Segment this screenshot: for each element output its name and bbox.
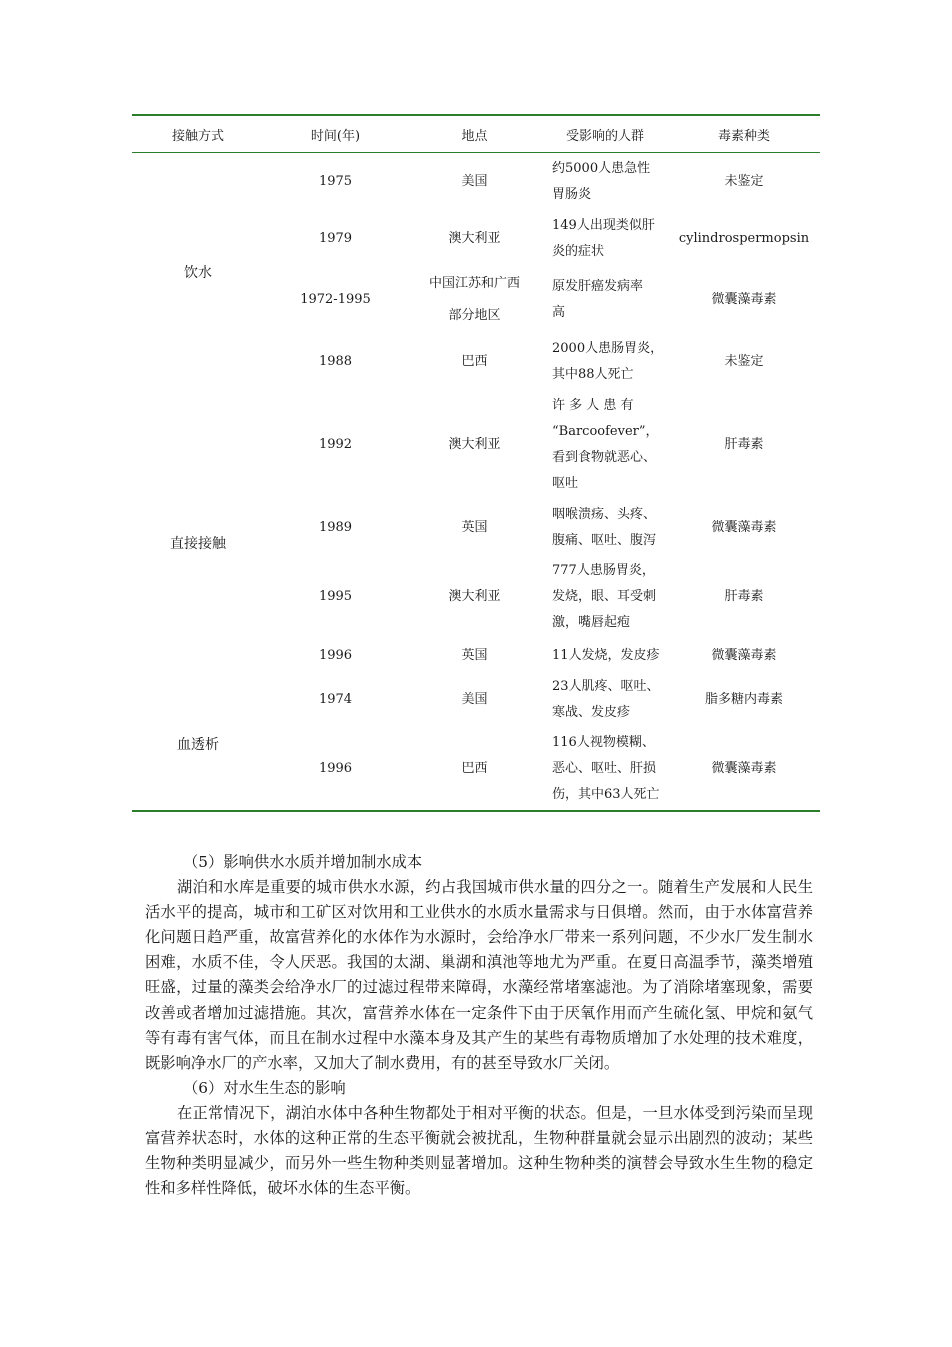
table-bottom-rule xyxy=(132,810,820,812)
year-cell: 1975 xyxy=(318,174,353,189)
body-text xyxy=(145,850,813,1201)
affected-line: 胃肠炎 xyxy=(552,187,592,202)
location-line: 澳大利亚 xyxy=(448,230,501,246)
affected-line: 恶心、呕吐、肝损 xyxy=(552,761,657,776)
affected-line: 11人发烧，发皮疹 xyxy=(552,647,660,663)
toxin-cell: cylindrospermopsin xyxy=(678,230,810,246)
location-cell xyxy=(407,643,542,669)
affected-line: 原发肝癌发病率 xyxy=(552,279,644,294)
location-line: 巴西 xyxy=(461,354,488,369)
toxin-cell: 未鉴定 xyxy=(724,354,764,369)
contact-method-label: 直接接触 xyxy=(170,536,226,552)
affected-line: 炎的症状 xyxy=(552,243,605,259)
location-cell xyxy=(407,349,542,375)
affected-line: 伤，其中63人死亡 xyxy=(552,787,660,802)
table-body xyxy=(132,153,820,810)
table-row xyxy=(264,211,820,266)
table-header-row xyxy=(132,116,820,152)
year-cell: 1992 xyxy=(318,437,353,452)
toxin-cell: 脂多糖内毒素 xyxy=(704,692,783,707)
year-cell: 1996 xyxy=(318,647,353,663)
table-row xyxy=(264,266,820,334)
location-cell xyxy=(407,515,542,541)
affected-cell xyxy=(542,502,668,554)
location-line: 美国 xyxy=(461,174,488,189)
affected-cell xyxy=(542,336,668,388)
location-line: 中国江苏和广西 xyxy=(428,276,520,291)
affected-cell xyxy=(542,674,668,726)
affected-line: 咽喉溃疡、头疼、 xyxy=(552,506,657,522)
table-rows xyxy=(264,153,820,810)
table-row xyxy=(264,334,820,390)
contact-method-label: 饮水 xyxy=(184,264,212,281)
affected-line: 116人视物模糊、 xyxy=(552,735,655,750)
affected-line: 呕吐 xyxy=(552,476,579,491)
location-line: 巴西 xyxy=(461,761,488,776)
toxin-cell: 微囊藻毒素 xyxy=(711,519,777,535)
affected-line: 约5000人患急性 xyxy=(552,161,651,176)
location-line: 澳大利亚 xyxy=(448,437,501,452)
year-cell: 1972-1995 xyxy=(300,292,371,307)
affected-cell xyxy=(542,156,668,208)
location-line: 英国 xyxy=(461,519,488,535)
toxin-cell: 肝毒素 xyxy=(724,589,764,604)
year-cell: 1996 xyxy=(318,761,353,776)
section-6-paragraph: 在正常情况下，湖泊水体中各种生物都处于相对平衡的状态。但是，一旦水体受到污染而呈现富营养状态时，水体的这种正常的生态平衡就会被扰乱，生物种群量就会显示出剧烈的波动；某些生物种类明显减少，而另外一些生物种类则显著增加。这种生物种类的演替会导致水生生物的稳定性和多样性降低，破坏水体的生态平衡。 xyxy=(145,1103,813,1198)
affected-line: 其中88人死亡 xyxy=(552,367,634,382)
location-cell xyxy=(407,226,542,252)
header-location: 地点 xyxy=(461,128,488,144)
affected-cell xyxy=(542,393,668,497)
year-cell: 1989 xyxy=(318,519,353,535)
toxin-cell: 肝毒素 xyxy=(724,437,764,452)
affected-cell xyxy=(542,730,668,808)
location-line: 美国 xyxy=(461,692,488,707)
header-toxin: 毒素种类 xyxy=(717,128,770,144)
affected-cell xyxy=(542,213,668,265)
incident-table xyxy=(132,114,820,812)
affected-line: 777人患肠胃炎， xyxy=(552,563,655,578)
affected-line: 许 多 人 患 有 xyxy=(552,398,634,413)
year-cell: 1988 xyxy=(318,354,353,369)
header-year: 时间(年) xyxy=(310,128,361,144)
location-cell xyxy=(407,756,542,782)
affected-line: 高 xyxy=(552,305,566,320)
table-row xyxy=(264,555,820,639)
year-cell: 1979 xyxy=(318,230,353,246)
section-6-title: （6）对水生生态的影响 xyxy=(183,1078,346,1097)
location-line: 英国 xyxy=(461,647,488,663)
header-affected: 受影响的人群 xyxy=(565,128,644,144)
table-row xyxy=(264,672,820,728)
toxin-cell: 微囊藻毒素 xyxy=(711,761,777,776)
affected-line: “Barcoofever”， xyxy=(552,424,659,439)
affected-line: 看到食物就恶心、 xyxy=(552,450,657,465)
table-row xyxy=(264,153,820,211)
affected-line: 发烧，眼、耳受刺 xyxy=(552,589,657,604)
contact-method-column xyxy=(132,153,264,810)
table-row xyxy=(264,500,820,555)
location-cell xyxy=(407,432,542,458)
location-cell xyxy=(407,584,542,610)
affected-cell xyxy=(542,558,668,636)
location-cell xyxy=(407,268,542,332)
year-cell: 1995 xyxy=(318,589,353,604)
year-cell: 1974 xyxy=(318,692,353,707)
location-cell xyxy=(407,687,542,713)
location-line: 澳大利亚 xyxy=(448,589,501,604)
affected-cell xyxy=(542,274,668,326)
header-contact-method: 接触方式 xyxy=(171,128,224,144)
affected-line: 23人肌疼、呕吐、 xyxy=(552,679,660,694)
section-5-paragraph: 湖泊和水库是重要的城市供水水源，约占我国城市供水量的四分之一。随着生产发展和人民生活水平的提高，城市和工矿区对饮用和工业供水的水质水量需求与日俱增。然而，由于水体富营养化问题日趋严重，故富营养化的水体作为水源时，会给净水厂带来一系列问题，不少水厂发生制水困难，水质不佳，令人厌恶。我国的太湖、巢湖和滇池等地尤为严重。在夏日高温季节，藻类增殖旺盛，过量的藻类会给净水厂的过滤过程带来障碍，水藻经常堵塞滤池。为了消除堵塞现象，需要改善或者增加过滤措施。其次，富营养水体在一定条件下由于厌氧作用而产生硫化氢、甲烷和氨气等有毒有害气体，而且在制水过程中水藻本身及其产生的某些有毒物质增加了水处理的技术难度，既影响净水厂的产水率，又加大了制水费用，有的甚至导致水厂关闭。 xyxy=(145,878,813,1072)
table-row xyxy=(264,639,820,672)
toxin-cell: 微囊藻毒素 xyxy=(711,292,777,307)
affected-line: 寒战、发皮疹 xyxy=(552,705,631,720)
section-5-title: （5）影响供水水质并增加制水成本 xyxy=(183,853,423,871)
contact-method-label: 血透析 xyxy=(177,737,219,753)
location-line: 部分地区 xyxy=(448,308,501,323)
affected-line: 2000人患肠胃炎， xyxy=(552,341,664,356)
table-row xyxy=(264,728,820,810)
affected-line: 激，嘴唇起疱 xyxy=(552,615,631,630)
toxin-cell: 未鉴定 xyxy=(724,174,764,189)
table-row xyxy=(264,390,820,500)
affected-line: 腹痛、呕吐、腹泻 xyxy=(552,532,657,548)
affected-line: 149人出现类似肝 xyxy=(552,217,655,233)
location-cell xyxy=(407,169,542,195)
affected-cell xyxy=(542,643,668,669)
toxin-cell: 微囊藻毒素 xyxy=(711,647,777,663)
